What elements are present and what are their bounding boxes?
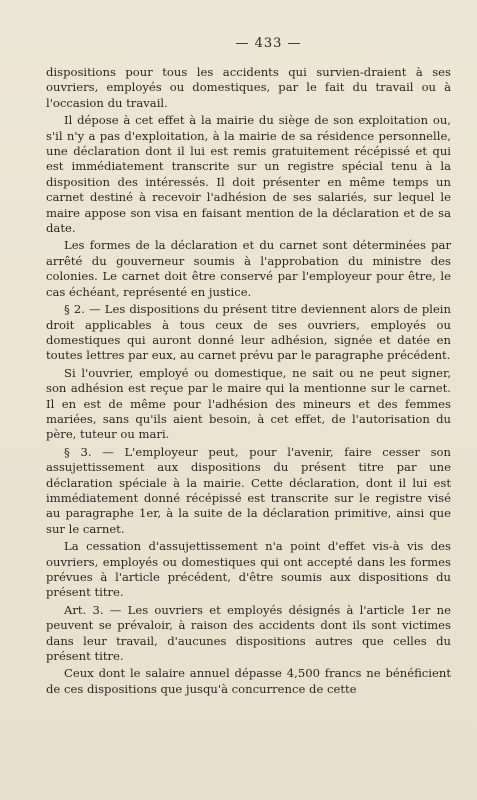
paragraph-declaration-deposit: Il dépose à cet effet à la mairie du siège de son exploitation ou, s'il n'y a pas d'exploitation, à la mairie de sa résidence personnelle, une déclaration dont il lui est remis gratuitement récépissé et qui est immédiatement transcrite sur un registre spécial tenu à la disposition des intéressés. Il doit présenter en même temps un carnet destiné à recevoir l'adhésion de ses salariés, sur lequel le maire appose son visa en faisant mention de la déclaration et de sa date.	[46, 113, 451, 236]
paragraph-salary: Ceux dont le salaire annuel dépasse 4,500 francs ne bénéficient de ces dispositions que jusqu'à concurrence de cette	[46, 666, 451, 696]
paragraph-cessation: La cessation d'assujettissement n'a point d'effet vis-à vis des ouvriers, employés ou domestiques qui ont accepté dans les formes prévues à l'article précédent, d'être soumis aux dispositions du présent titre.	[46, 539, 451, 600]
page-number: — 433 —	[235, 36, 302, 51]
paragraph-forms: Les formes de la déclaration et du carnet sont déterminées par arrêté du gouverneur soumis à l'approbation du ministre des colonies. Le carnet doit être conservé par l'employeur pour être, le cas échéant, représenté en justice.	[46, 238, 451, 299]
paragraph-signature: Si l'ouvrier, employé ou domestique, ne sait ou ne peut signer, son adhésion est reçue par le maire qui la mentionne sur le carnet. Il en est de même pour l'adhésion des mineurs et des femmes mariées, sans qu'ils aient besoin, à cet effet, de l'autorisation du père, tuteur ou mari.	[46, 365, 451, 442]
paragraph-section-3: § 3. — L'employeur peut, pour l'avenir, faire cesser son assujettissement aux dispositions du présent titre par une déclaration spéciale à la mairie. Cette déclaration, dont il lui est immédiatement donné récépissé est transcrite sur le registre visé au paragraphe 1er, à la suite de la déclaration primitive, ainsi que sur le carnet.	[46, 444, 451, 536]
paragraph-article-3: Art. 3. — Les ouvriers et employés désignés à l'article 1er ne peuvent se prévaloir, à raison des accidents dont ils sont victimes dans leur travail, d'aucunes dispositions autres que celles du présent titre.	[46, 602, 451, 664]
paragraph-section-2: § 2. — Les dispositions du présent titre deviennent alors de plein droit applicables à tous ceux de ses ouvriers, employés ou domestiques qui auront donné leur adhésion, signée et datée en toutes lettres par eux, au carnet prévu par le paragraphe précédent.	[46, 302, 451, 363]
paragraph-continuation: dispositions pour tous les accidents qui survien-draient à ses ouvriers, employés ou domestiques, par le fait du travail ou à l'occasion du travail.	[46, 65, 451, 110]
